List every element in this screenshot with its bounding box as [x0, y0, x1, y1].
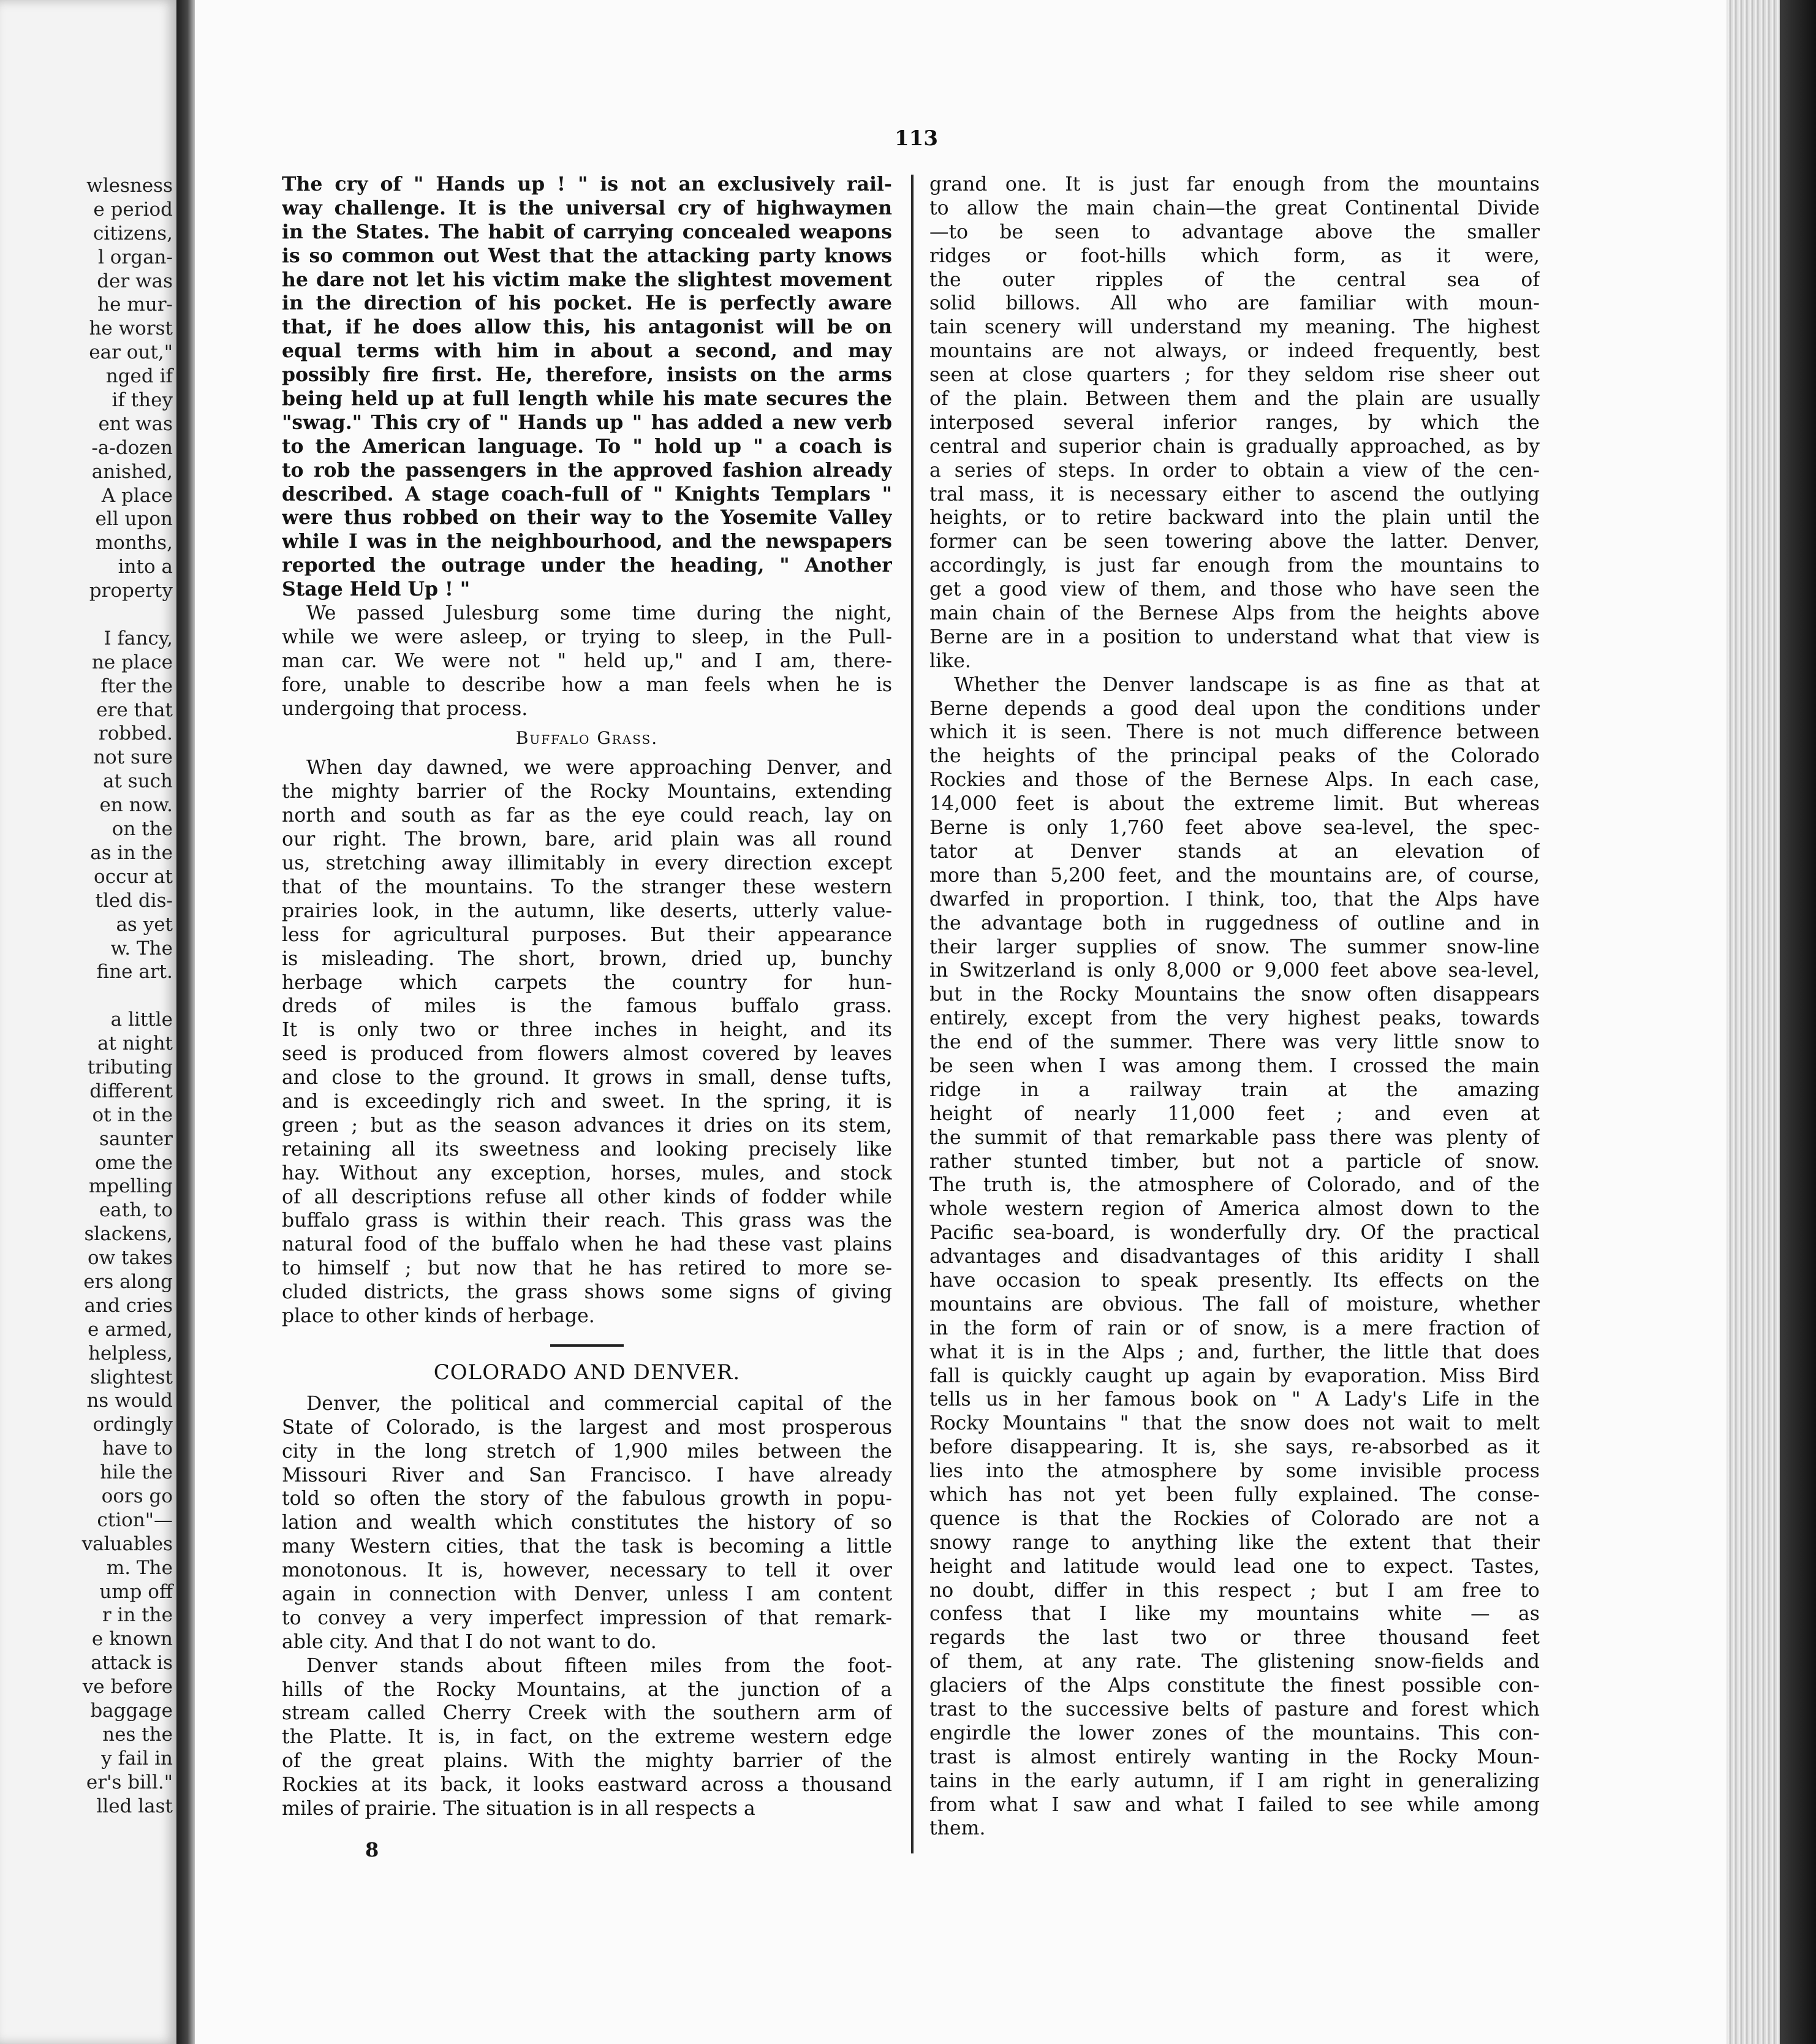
- text-line: Missouri River and San Francisco. I have already: [282, 1464, 892, 1486]
- text-line: the heights of the principal peaks of the Colorado: [929, 745, 1540, 768]
- text-line: height of nearly 11,000 feet ; and even at: [929, 1102, 1540, 1125]
- fragment-line: baggage: [90, 1700, 173, 1722]
- fragment-line: lled last: [96, 1795, 173, 1817]
- fragment-line: saunter: [99, 1127, 173, 1150]
- text-line: get a good view of them, and those who have seen the: [929, 578, 1540, 601]
- text-line: no doubt, differ in this respect ; but I am free to: [929, 1579, 1540, 1602]
- text-line: Denver stands about fifteen miles from the foot-: [306, 1654, 892, 1677]
- text-line: fore, unable to describe how a man feels when he is: [282, 673, 892, 696]
- text-line: that, if he does allow this, his antagonist will be on: [282, 316, 892, 339]
- text-line: being held up at full length while his mate secures the: [282, 387, 892, 411]
- text-line: again in connection with Denver, unless I am content: [282, 1583, 892, 1605]
- text-line: the Platte. It is, in fact, on the extreme western edge: [282, 1726, 892, 1749]
- fragment-line: attack is: [91, 1652, 173, 1675]
- text-line: "swag." This cry of " Hands up " has added a new verb: [282, 411, 892, 434]
- fragment-line: ordingly: [93, 1414, 173, 1436]
- text-line: dwarfed in proportion. I think, too, that the Alps have: [929, 888, 1540, 910]
- fragment-line: der was: [97, 270, 173, 292]
- text-line: heights, or to retire backward into the plain until the: [929, 507, 1540, 529]
- section-heading-buffalo-grass: Buffalo Grass.: [515, 728, 659, 749]
- text-line: monotonous. It is, however, necessary to tell it over: [282, 1559, 892, 1582]
- fragment-line: anished,: [91, 460, 173, 483]
- text-line: glaciers of the Alps constitute the finest possible con-: [929, 1675, 1540, 1697]
- fragment-line: slightest: [90, 1366, 173, 1388]
- text-line: —to be seen to advantage above the smaller: [929, 221, 1540, 243]
- fragment-line: not sure: [93, 746, 173, 769]
- text-line: but in the Rocky Mountains the snow often disappears: [929, 983, 1540, 1006]
- text-line: were thus robbed on their way to the Yosemite Valley: [282, 506, 892, 529]
- text-line: Rocky Mountains " that the snow does not wait to melt: [929, 1412, 1540, 1435]
- text-line: way challenge. It is the universal cry of highwaymen: [282, 196, 892, 219]
- text-line: more than 5,200 feet, and the mountains are, of course,: [929, 864, 1540, 887]
- text-line: which it is seen. There is not much difference between: [929, 721, 1540, 744]
- fragment-line: robbed.: [98, 722, 173, 745]
- text-line: cluded districts, the grass shows some signs of giving: [282, 1281, 892, 1304]
- left-text-column: [282, 173, 892, 1821]
- text-line: The truth is, the atmosphere of Colorado, and of the: [929, 1174, 1540, 1197]
- text-line: fall is quickly caught up again by evaporation. Miss Bird: [929, 1365, 1540, 1387]
- text-line: It is only two or three inches in height, and its: [282, 1019, 892, 1042]
- text-line: is misleading. The short, brown, dried up, bunchy: [282, 947, 892, 970]
- text-line: buffalo grass is within their reach. This grass was the: [282, 1209, 892, 1232]
- signature-mark: 8: [365, 1838, 379, 1861]
- text-line: We passed Julesburg some time during the night,: [306, 602, 892, 625]
- text-line: hills of the Rocky Mountains, at the junction of a: [282, 1678, 892, 1701]
- text-line: advantages and disadvantages of this aridity I shall: [929, 1246, 1540, 1268]
- fragment-line: if they: [112, 389, 173, 412]
- text-line: us, stretching away illimitably in every direction except: [282, 852, 892, 875]
- text-line: described. A stage coach-full of " Knights Templars ": [282, 482, 892, 505]
- text-line: ridges or foot-hills which form, as it were,: [929, 244, 1540, 267]
- text-line: Rockies and those of the Bernese Alps. In each case,: [929, 769, 1540, 792]
- text-line: lation and wealth which constitutes the history of so: [282, 1512, 892, 1534]
- fragment-line: at such: [103, 770, 173, 793]
- fragment-line: nged if: [105, 365, 173, 388]
- fragment-line: m. The: [106, 1556, 173, 1579]
- text-line: our right. The brown, bare, arid plain was all round: [282, 828, 892, 851]
- text-line: many Western cities, that the task is becoming a little: [282, 1535, 892, 1558]
- fragment-line: er's bill.": [86, 1771, 173, 1793]
- text-line: trast is almost entirely wanting in the Rocky Moun-: [929, 1746, 1540, 1768]
- text-line: entirely, except from the very highest peaks, towards: [929, 1007, 1540, 1030]
- text-line: interposed several inferior ranges, by which the: [929, 411, 1540, 434]
- text-line: green ; but as the season advances it dries on its stem,: [282, 1114, 892, 1137]
- text-line: main chain of the Bernese Alps from the heights above: [929, 602, 1540, 625]
- fragment-line: en now.: [99, 794, 173, 817]
- text-line: while I was in the neighbourhood, and the newspapers: [282, 530, 892, 553]
- text-line: Denver, the political and commercial capital of the: [306, 1392, 892, 1415]
- fragment-line: A place: [101, 484, 173, 507]
- fragment-line: slackens,: [84, 1223, 173, 1246]
- text-line: them.: [929, 1817, 986, 1840]
- chapter-heading-colorado-and-denver: COLORADO AND DENVER.: [433, 1360, 741, 1385]
- text-line: the outer ripples of the central sea of: [929, 268, 1540, 291]
- text-line: of the great plains. With the mighty barrier of the: [282, 1750, 892, 1773]
- page-number: 113: [895, 126, 938, 151]
- fragment-line: ve before: [82, 1676, 173, 1698]
- previous-page-text: [13, 174, 173, 1818]
- fragment-line: as in the: [90, 841, 173, 864]
- text-line: to allow the main chain—the great Continental Divide: [929, 197, 1540, 219]
- fragment-line: ction"—: [97, 1508, 173, 1531]
- text-line: former can be seen towering above the latter. Denver,: [929, 531, 1540, 553]
- fragment-line: nes the: [102, 1723, 173, 1746]
- text-line: in the States. The habit of carrying concealed weapons: [282, 220, 892, 243]
- text-line: rather stunted timber, but not a particle of snow.: [929, 1150, 1540, 1173]
- fragment-line: e known: [91, 1628, 173, 1651]
- text-line: reported the outrage under the heading, " Another: [282, 554, 892, 577]
- text-line: central and superior chain is gradually approached, as by: [929, 435, 1540, 458]
- text-line: tains in the early autumn, if I am right in generalizing: [929, 1770, 1540, 1792]
- text-line: he dare not let his victim make the slightest movement: [282, 268, 892, 291]
- fragment-line: w. The: [110, 937, 173, 960]
- fragment-line: tributing: [87, 1056, 173, 1078]
- text-line: tral mass, it is necessary either to ascend the outlying: [929, 483, 1540, 505]
- text-line: a series of steps. In order to obtain a view of the cen-: [929, 459, 1540, 482]
- text-line: confess that I like my mountains white — as: [929, 1603, 1540, 1626]
- text-line: man car. We were not " held up," and I am, there-: [282, 649, 892, 672]
- text-line: Whether the Denver landscape is as fine as that at: [954, 673, 1540, 696]
- fragment-line: ere that: [96, 698, 173, 721]
- fragment-line: fter the: [100, 675, 173, 697]
- text-line: tator at Denver stands at an elevation of: [929, 840, 1540, 863]
- text-line: ridge in a railway train at the amazing: [929, 1078, 1540, 1101]
- fragment-line: wlesness: [86, 175, 173, 197]
- text-line: to himself ; but now that he has retired to more se-: [282, 1257, 892, 1280]
- text-line: engirdle the lower zones of the mountains. This con-: [929, 1722, 1540, 1744]
- text-line: the summit of that remarkable pass there was plenty of: [929, 1126, 1540, 1149]
- text-line: prairies look, in the autumn, like deserts, utterly value-: [282, 899, 892, 922]
- text-line: is so common out West that the attacking party knows: [282, 244, 892, 267]
- text-line: what it is in the Alps ; and, further, the little that does: [929, 1341, 1540, 1363]
- text-line: and is exceedingly rich and sweet. In the spring, it is: [282, 1090, 892, 1113]
- fragment-line: I fancy,: [104, 627, 173, 649]
- text-line: which has not yet been fully explained. The conse-: [929, 1483, 1540, 1506]
- text-line: The cry of " Hands up ! " is not an exclusively rail-: [282, 173, 892, 195]
- text-line: Pacific sea-board, is wonderfully dry. Of the practical: [929, 1222, 1540, 1244]
- fragment-line: y fail in: [101, 1747, 173, 1770]
- text-line: dreds of miles is the famous buffalo grass.: [282, 995, 892, 1018]
- fragment-line: ome the: [94, 1151, 173, 1174]
- text-line: 14,000 feet is about the extreme limit. But whereas: [929, 793, 1540, 816]
- fragment-line: valuables: [81, 1532, 173, 1555]
- text-line: State of Colorado, is the largest and most prosperous: [282, 1416, 892, 1439]
- fragment-line: r in the: [102, 1604, 173, 1627]
- text-line: equal terms with him in about a second, and may: [282, 339, 892, 363]
- text-line: to the American language. To " hold up " a coach is: [282, 434, 892, 458]
- text-line: herbage which carpets the country for hun-: [282, 971, 892, 994]
- fragment-line: -a-dozen: [91, 436, 173, 459]
- text-line: possibly fire first. He, therefore, insists on the arms: [282, 363, 892, 387]
- fragment-line: he worst: [89, 317, 173, 340]
- text-line: in the direction of his pocket. He is perfectly aware: [282, 292, 892, 315]
- fragment-line: ump off: [99, 1580, 173, 1603]
- fragment-line: citizens,: [93, 222, 173, 244]
- text-line: Berne are in a position to understand what that view is: [929, 626, 1540, 648]
- text-line: of them, at any rate. The glistening snow-fields and: [929, 1651, 1540, 1673]
- text-line: while we were asleep, or trying to sleep, in the Pull-: [282, 626, 892, 648]
- text-line: less for agricultural purposes. But their appearance: [282, 923, 892, 946]
- text-line: north and south as far as the eye could reach, lay on: [282, 804, 892, 827]
- text-line: the end of the summer. There was very little snow to: [929, 1031, 1540, 1054]
- text-line: grand one. It is just far enough from the mountains: [929, 173, 1540, 195]
- fragment-line: he mur-: [97, 293, 173, 316]
- text-line: in the form of rain or of snow, is a mere fraction of: [929, 1317, 1540, 1339]
- scan-border: [1780, 0, 1816, 2044]
- text-line: hay. Without any exception, horses, mules, and stock: [282, 1162, 892, 1184]
- text-line: mountains are not always, or indeed frequently, best: [929, 340, 1540, 363]
- fragment-line: hile the: [100, 1461, 173, 1484]
- text-line: snowy range to anything like the extent that their: [929, 1531, 1540, 1554]
- fragment-line: e armed,: [88, 1318, 173, 1341]
- text-line: undergoing that process.: [282, 697, 528, 720]
- fragment-line: fine art.: [96, 961, 173, 983]
- column-divider: [911, 175, 914, 1853]
- text-line: like.: [929, 649, 971, 672]
- fragment-line: [13, 603, 173, 627]
- fragment-line: occur at: [94, 865, 173, 888]
- text-line: miles of prairie. The situation is in all respects a: [282, 1798, 755, 1820]
- text-line: the mighty barrier of the Rocky Mountains, extending: [282, 781, 892, 803]
- text-line: Stage Held Up ! ": [282, 578, 471, 601]
- text-line: Berne depends a good deal upon the conditions under: [929, 697, 1540, 720]
- text-line: quence is that the Rockies of Colorado are not a: [929, 1507, 1540, 1530]
- text-line: lies into the atmosphere by some invisible process: [929, 1460, 1540, 1483]
- text-line: accordingly, is just far enough from the mountains to: [929, 555, 1540, 577]
- text-line: have occasion to speak presently. Its effects on the: [929, 1269, 1540, 1292]
- text-line: before disappearing. It is, she says, re-absorbed as it: [929, 1436, 1540, 1459]
- right-text-column: [929, 173, 1540, 1841]
- fragment-line: into a: [118, 556, 173, 578]
- text-line: Berne is only 1,760 feet above sea-level, the spec-: [929, 817, 1540, 839]
- fragment-line: mpelling: [88, 1175, 173, 1198]
- previous-page-fragment: [0, 0, 176, 2044]
- text-line: in Switzerland is only 8,000 or 9,000 feet above sea-level,: [929, 960, 1540, 982]
- text-line: tells us in her famous book on " A Lady's Life in the: [929, 1388, 1540, 1411]
- text-line: tain scenery will understand my meaning. The highest: [929, 316, 1540, 339]
- fragment-line: tled dis-: [95, 889, 173, 912]
- text-line: able city. And that I do not want to do.: [282, 1630, 657, 1653]
- book-gutter: [176, 0, 195, 2044]
- text-line: trast to the successive belts of pasture and forest which: [929, 1698, 1540, 1720]
- fragment-line: [13, 984, 173, 1008]
- fragment-line: eath, to: [99, 1199, 173, 1222]
- text-line: place to other kinds of herbage.: [282, 1304, 595, 1327]
- fragment-line: ell upon: [95, 508, 173, 531]
- text-line: mountains are obvious. The fall of moisture, whether: [929, 1293, 1540, 1315]
- text-line: and close to the ground. It grows in small, dense tufts,: [282, 1067, 892, 1089]
- fragment-line: ns would: [86, 1390, 173, 1412]
- text-line: told so often the story of the fabulous growth in popu-: [282, 1488, 892, 1510]
- section-rule: [550, 1344, 624, 1347]
- fragment-line: months,: [95, 532, 173, 555]
- text-line: height and latitude would lead one to expect. Tastes,: [929, 1555, 1540, 1578]
- fragment-line: l organ-: [97, 246, 173, 268]
- fragment-line: and cries: [84, 1294, 173, 1317]
- text-line: of all descriptions refuse all other kinds of fodder while: [282, 1186, 892, 1208]
- fragment-line: ot in the: [92, 1103, 173, 1126]
- fragment-line: have to: [102, 1437, 173, 1460]
- text-line: from what I saw and what I failed to see while among: [929, 1793, 1540, 1816]
- fragment-line: different: [89, 1080, 173, 1102]
- fragment-line: ent was: [98, 412, 173, 435]
- fragment-line: ne place: [91, 651, 173, 673]
- fragment-line: a little: [110, 1009, 173, 1031]
- text-line: that of the mountains. To the stranger these western: [282, 876, 892, 898]
- text-line: to rob the passengers in the approved fashion already: [282, 458, 892, 482]
- text-line: city in the long stretch of 1,900 miles between the: [282, 1440, 892, 1463]
- fragment-line: ers along: [83, 1270, 173, 1293]
- text-line: of the plain. Between them and the plain are usually: [929, 388, 1540, 411]
- text-line: Rockies at its back, it looks eastward across a thousand: [282, 1774, 892, 1796]
- text-line: seen at close quarters ; for they seldom rise sheer out: [929, 364, 1540, 387]
- text-line: seed is produced from flowers almost covered by leaves: [282, 1043, 892, 1066]
- fragment-line: helpless,: [88, 1342, 173, 1365]
- fragment-line: oors go: [101, 1485, 173, 1507]
- fragment-line: ow takes: [87, 1247, 173, 1270]
- fragment-line: property: [89, 580, 173, 602]
- fragment-line: ear out,": [89, 341, 173, 364]
- text-line: natural food of the buffalo when he had these vast plains: [282, 1233, 892, 1256]
- fragment-line: at night: [97, 1032, 173, 1055]
- text-line: whole western region of America almost down to the: [929, 1198, 1540, 1221]
- text-line: stream called Cherry Creek with the southern arm of: [282, 1702, 892, 1725]
- text-line: When day dawned, we were approaching Denver, and: [306, 757, 892, 779]
- text-line: their larger supplies of snow. The summer snow-line: [929, 936, 1540, 958]
- text-line: solid billows. All who are familiar with moun-: [929, 292, 1540, 315]
- fragment-line: on the: [112, 818, 173, 841]
- text-line: retaining all its sweetness and looking precisely like: [282, 1138, 892, 1160]
- text-line: the advantage both in ruggedness of outline and in: [929, 912, 1540, 934]
- fragment-line: as yet: [116, 913, 173, 936]
- text-line: regards the last two or three thousand feet: [929, 1627, 1540, 1649]
- text-line: to convey a very imperfect impression of that remark-: [282, 1607, 892, 1629]
- text-line: be seen when I was among them. I crossed the main: [929, 1054, 1540, 1077]
- fragment-line: e period: [93, 198, 173, 221]
